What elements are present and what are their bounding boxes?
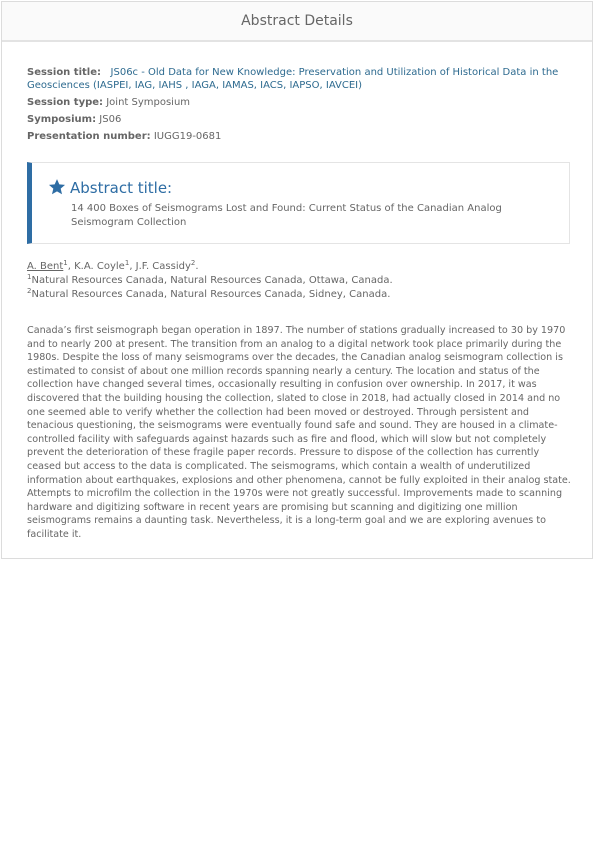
- presentation-number-value: IUGG19-0681: [153, 131, 222, 142]
- session-type-row: [27, 96, 572, 109]
- author-affiliation-sup: 1: [63, 259, 68, 267]
- author-affiliation-sup: 1: [124, 259, 130, 267]
- page-title: Abstract Details: [241, 13, 353, 29]
- session-type-label: Session type:: [27, 97, 104, 108]
- affiliation-text: Natural Resources Canada, Natural Resources Canada, Ottawa, Canada.: [31, 275, 393, 286]
- session-title-row: [27, 66, 572, 92]
- affiliation-sup: 1: [27, 273, 32, 281]
- abstract-metadata: [27, 66, 572, 147]
- presentation-number-label: Presentation number:: [27, 131, 151, 142]
- author-list-end: .: [195, 261, 199, 272]
- affiliation-1: [27, 274, 572, 288]
- abstract-body: Canada’s first seismograph began operation in 1897. The number of stations gradually increased to 30 by 1970 and to nearly 200 at present. The transition from an analog to a digital network took place primarily during the 1980s. Despite the loss of many seismograms over the decades, the Canadian analog seismogram collection is estimated to consist of about one million records spanning nearly a century. The location and status of the collection have changed several times, occasionally resulting in confusion over ownership. In 2017, it was discovered that the building housing the collection, slated to close in 2018, had actually closed in 2014 and no one seemed able to verify whether the collection had been moved or destroyed. Through persistent and tenacious questioning, the seismograms were eventually found safe and sound. They are housed in a climate-controlled facility with safeguards against hazards such as fire and flood, which will slow but not completely prevent the deterioration of these fragile paper records. Pressure to dispose of the collection has currently ceased but access to the data is complicated. The seismograms, which contain a wealth of underutilized information about earthquakes, explosions and other phenomena, cannot be fully exploited in their analog state. Attempts to microfilm the collection in the 1970s were not greatly successful. Improvements made to scanning hardware and digitizing software in recent years are promising but scanning and digitizing one million seismograms remains a daunting task. Nevertheless, it is a long-term goal and we are exploring avenues to facilitate it.: [27, 325, 571, 540]
- presenting-author: A. Bent: [27, 261, 64, 272]
- star-icon: [48, 178, 66, 196]
- authors-block: [27, 260, 572, 302]
- symposium-row: [27, 113, 572, 126]
- author-affiliation-sup: 2: [190, 259, 196, 267]
- author-name: , K.A. Coyle: [67, 261, 125, 272]
- affiliation-2: [27, 288, 572, 302]
- symposium-label: Symposium:: [27, 114, 97, 125]
- abstract-panel: [1, 1, 593, 559]
- affiliation-text: Natural Resources Canada, Natural Resources Canada, Sidney, Canada.: [31, 289, 391, 300]
- abstract-title-label: Abstract title:: [70, 179, 173, 197]
- abstract-title-box: [27, 162, 570, 244]
- session-type-value: Joint Symposium: [106, 97, 191, 108]
- author-list: [27, 260, 572, 274]
- symposium-value: JS06: [99, 114, 122, 125]
- presentation-number-row: [27, 130, 572, 143]
- panel-heading: [2, 2, 592, 42]
- session-title-label: Session title:: [27, 67, 101, 78]
- affiliation-sup: 2: [27, 287, 32, 295]
- author-name: , J.F. Cassidy: [129, 261, 191, 272]
- session-title-value: JS06c - Old Data for New Knowledge: Preservation and Utilization of Historical Data in the Geosciences (IASPEI, IAG, IAHS , IAGA, IAMAS, IACS, IAPSO, IAVCEI): [27, 67, 559, 91]
- abstract-title-text: 14 400 Boxes of Seismograms Lost and Found: Current Status of the Canadian Analog Seismogram Collection: [71, 203, 502, 228]
